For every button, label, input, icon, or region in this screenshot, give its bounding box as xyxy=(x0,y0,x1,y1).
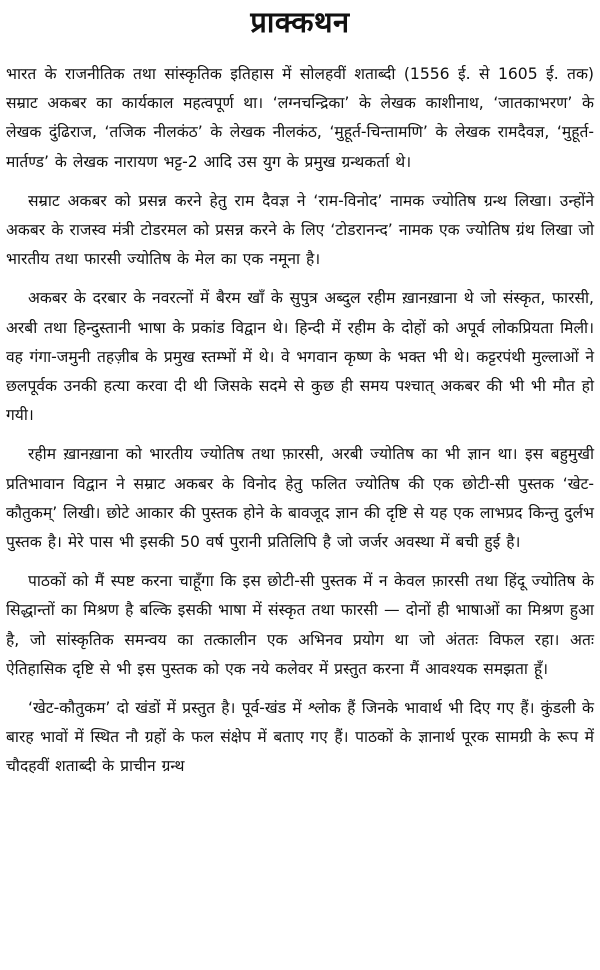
paragraph-5: पाठकों को मैं स्पष्ट करना चाहूँगा कि इस छोटी-सी पुस्तक में न केवल फ़ारसी तथा हिंदू ज्योतिष के सिद्धान्तों का मिश्रण है बल्कि इसकी भाषा में संस्कृत तथा फारसी — दोनों ही भाषाओं का मिश्रण हुआ है, जो सांस्कृतिक समन्वय का तत्कालीन एक अभिनव प्रयोग था जो अंततः विफल रहा। अतः ऐतिहासिक दृष्टि से भी इस पुस्तक को एक नये कलेवर में प्रस्तुत करना मैं आवश्यक समझता हूँ। xyxy=(6,572,594,678)
paragraph-2: सम्राट अकबर को प्रसन्न करने हेतु राम दैवज्ञ ने ‘राम-विनोद’ नामक ज्योतिष ग्रन्थ लिखा। उन्होंने अकबर के राजस्व मंत्री टोडरमल को प्रसन्न करने के लिए ‘टोडरानन्द’ नामक एक ज्योतिष ग्रंथ लिखा जो भारतीय तथा फारसी ज्योतिष के मेल का एक नमूना है। xyxy=(6,191,594,269)
paragraph-1: भारत के राजनीतिक तथा सांस्कृतिक इतिहास में सोलहवीं शताब्दी (1556 ई. से 1605 ई. तक) सम्राट अकबर का कार्यकाल महत्वपूर्ण था। ‘लग्नचन्द्रिका’ के लेखक काशीनाथ, ‘जातकाभरण’ के लेखक दुंढिराज, ‘तजिक नीलकंठ’ के लेखक नीलकंठ, ‘मुहूर्त-चिन्तामणि’ के लेखक रामदैवज्ञ, ‘मुहूर्त-मार्तण्ड’ के लेखक नारायण भट्ट-2 आदि उस युग के प्रमुख ग्रन्थकर्ता थे। xyxy=(6,65,594,171)
page-title: प्राक्कथन xyxy=(250,5,350,39)
paragraph-4: रहीम ख़ानख़ाना को भारतीय ज्योतिष तथा फ़ारसी, अरबी ज्योतिष का भी ज्ञान था। इस बहुमुखी प्रतिभावान विद्वान ने सम्राट अकबर के विनोद हेतु फलित ज्योतिष की एक छोटी-सी पुस्तक ‘खेट-कौतुकम्’ लिखी। छोटे आकार की पुस्तक होने के बावजूद ज्ञान की दृष्टि से यह एक लाभप्रद किन्तु दुर्लभ पुस्तक है। मेरे पास भी इसकी 50 वर्ष पुरानी प्रतिलिपि है जो जर्जर अवस्था में बची हुई है। xyxy=(6,445,594,552)
paragraph-3: अकबर के दरबार के नवरत्नों में बैरम खाँ के सुपुत्र अब्दुल रहीम ख़ानख़ाना थे जो संस्कृत, फारसी, अरबी तथा हिन्दुस्तानी भाषा के प्रकांड विद्वान थे। हिन्दी में रहीम के दोहों को अपूर्व लोकप्रियता मिली। वह गंगा-जमुनी तहज़ीब के प्रमुख स्तम्भों में थे। वे भगवान कृष्ण के भक्त भी थे। कट्टरपंथी मुल्लाओं ने छलपूर्वक उनकी हत्या करवा दी थी जिसके सदमे से कुछ ही समय पश्चात् अकबर की भी भी मौत हो गयी। xyxy=(6,289,594,425)
paragraph-6: ‘खेट-कौतुकम’ दो खंडों में प्रस्तुत है। पूर्व-खंड में श्लोक हैं जिनके भावार्थ भी दिए गए हैं। कुंडली के बारह भावों में स्थित नौ ग्रहों के फल संक्षेप में बताए गए हैं। पाठकों के ज्ञानार्थ पूरक सामग्री के रूप में चौदहवीं शताब्दी के प्राचीन ग्रन्थ xyxy=(6,699,594,776)
